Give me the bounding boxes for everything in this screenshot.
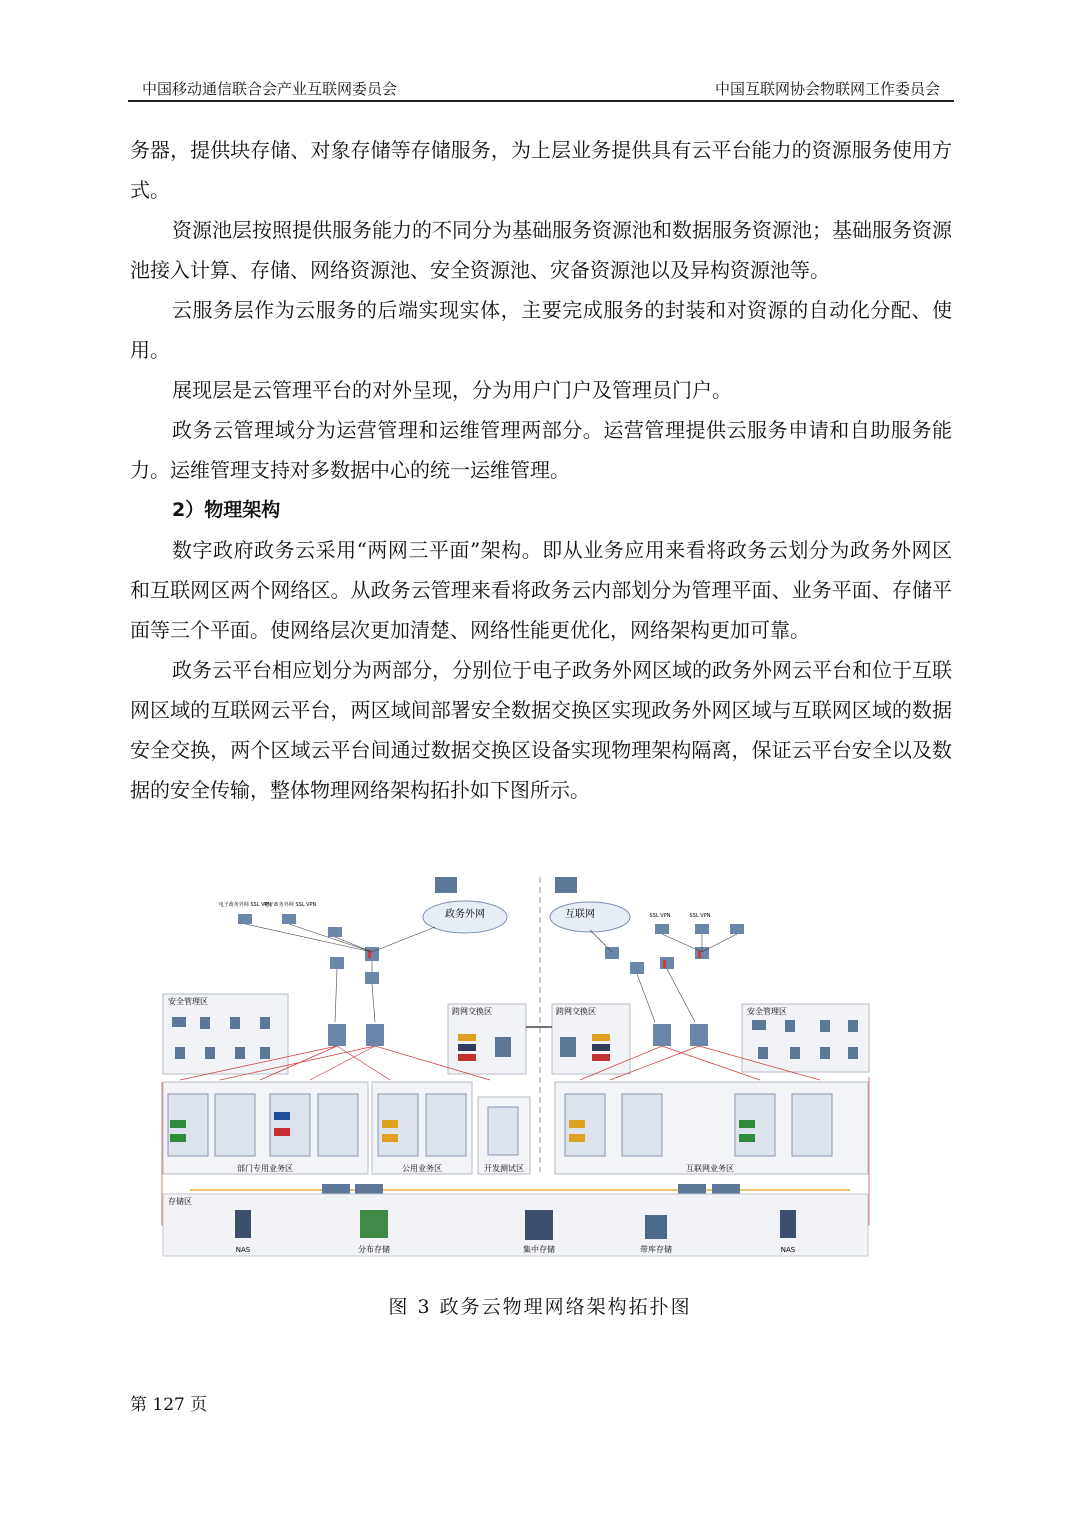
- ssl-vpn-label: 电子政务外网 SSL VPN: [218, 902, 272, 908]
- figure-caption: 图 3 政务云物理网络架构拓扑图: [388, 1296, 692, 1318]
- ssl-vpn-label: SSL VPN: [689, 913, 711, 919]
- zone-label: 跨网交换区: [452, 1007, 492, 1016]
- topology-diagram: [160, 872, 872, 1258]
- storage-label: NAS: [235, 1246, 251, 1254]
- server-icon: [435, 877, 457, 893]
- body-text: [130, 130, 952, 810]
- zone-label: 公用业务区: [402, 1164, 442, 1173]
- paragraph-4: 展现层是云管理平台的对外呈现，分为用户门户及管理员门户。: [172, 378, 732, 402]
- internet-cloud: [550, 902, 630, 932]
- zone-label: 安全管理区: [747, 1007, 787, 1016]
- header-right: 中国互联网协会物联网工作委员会: [714, 80, 940, 98]
- server-icon: [555, 877, 577, 893]
- gov-net-cloud: [423, 901, 507, 933]
- section-heading: 2）物理架构: [172, 499, 281, 521]
- internet-label: 互联网: [565, 909, 595, 920]
- zone-label: 开发测试区: [484, 1164, 524, 1173]
- ssl-vpn-label: 电子政务外网 SSL VPN: [263, 902, 317, 908]
- exchange-left: [448, 1004, 526, 1074]
- storage-zone: [163, 1184, 868, 1256]
- paragraph-1: 务器，提供块存储、对象存储等存储服务，为上层业务提供具有云平台能力的资源服务使用方式。: [130, 138, 952, 202]
- paragraph-6: 数字政府政务云采用“两网三平面”架构。即从业务应用来看将政务云划分为政务外网区和互联网区两个网络区。从政务云管理来看将政务云内部划分为管理平面、业务平面、存储平面等三个平面。使网络层次更加清楚、网络性能更优化，网络架构更加可靠。: [130, 538, 952, 642]
- zone-label: 存储区: [168, 1197, 192, 1206]
- zone-label: 互联网业务区: [686, 1164, 734, 1173]
- firewall-icon: [663, 960, 666, 968]
- dept-business-zone: [163, 1082, 368, 1174]
- page-header: [128, 76, 954, 102]
- paragraph-7: 政务云平台相应划分为两部分，分别位于电子政务外网区域的政务外网云平台和位于互联网区域的互联网云平台，两区域间部署安全数据交换区实现政务外网区域与互联网区域的数据安全交换，两个区域云平台间通过数据交换区设备实现物理架构隔离，保证云平台安全以及数据的安全传输，整体物理网络架构拓扑如下图所示。: [130, 658, 952, 802]
- header-left: 中国移动通信联合会产业互联网委员会: [142, 80, 398, 98]
- ssl-vpn-label: SSL VPN: [649, 913, 671, 919]
- zone-label: 跨网交换区: [556, 1007, 596, 1016]
- paragraph-2: 资源池层按照提供服务能力的不同分为基础服务资源池和数据服务资源池；基础服务资源池接入计算、存储、网络资源池、安全资源池、灾备资源池以及异构资源池等。: [130, 218, 952, 282]
- security-mgmt-left: [163, 994, 288, 1074]
- dev-test-zone: [478, 1097, 530, 1174]
- zone-label: 部门专用业务区: [237, 1164, 293, 1173]
- storage-label: 带库存储: [640, 1245, 672, 1254]
- zone-label: 安全管理区: [168, 997, 208, 1006]
- paragraph-3: 云服务层作为云服务的后端实现实体，主要完成服务的封装和对资源的自动化分配、使用。: [130, 298, 952, 362]
- public-business-zone: [372, 1082, 472, 1174]
- exchange-right: [552, 1004, 630, 1074]
- paragraph-5: 政务云管理域分为运营管理和运维管理两部分。运营管理提供云服务申请和自助服务能力。运维管理支持对多数据中心的统一运维管理。: [130, 418, 952, 482]
- gov-net-label: 政务外网: [445, 909, 485, 920]
- security-mgmt-right: [742, 1004, 869, 1072]
- topology-figure: [160, 872, 872, 1258]
- page-number: 第 127 页: [130, 1395, 208, 1415]
- storage-label: 分布存储: [358, 1245, 390, 1254]
- internet-business-zone: [555, 1082, 868, 1174]
- storage-label: NAS: [780, 1246, 796, 1254]
- storage-label: 集中存储: [523, 1245, 555, 1254]
